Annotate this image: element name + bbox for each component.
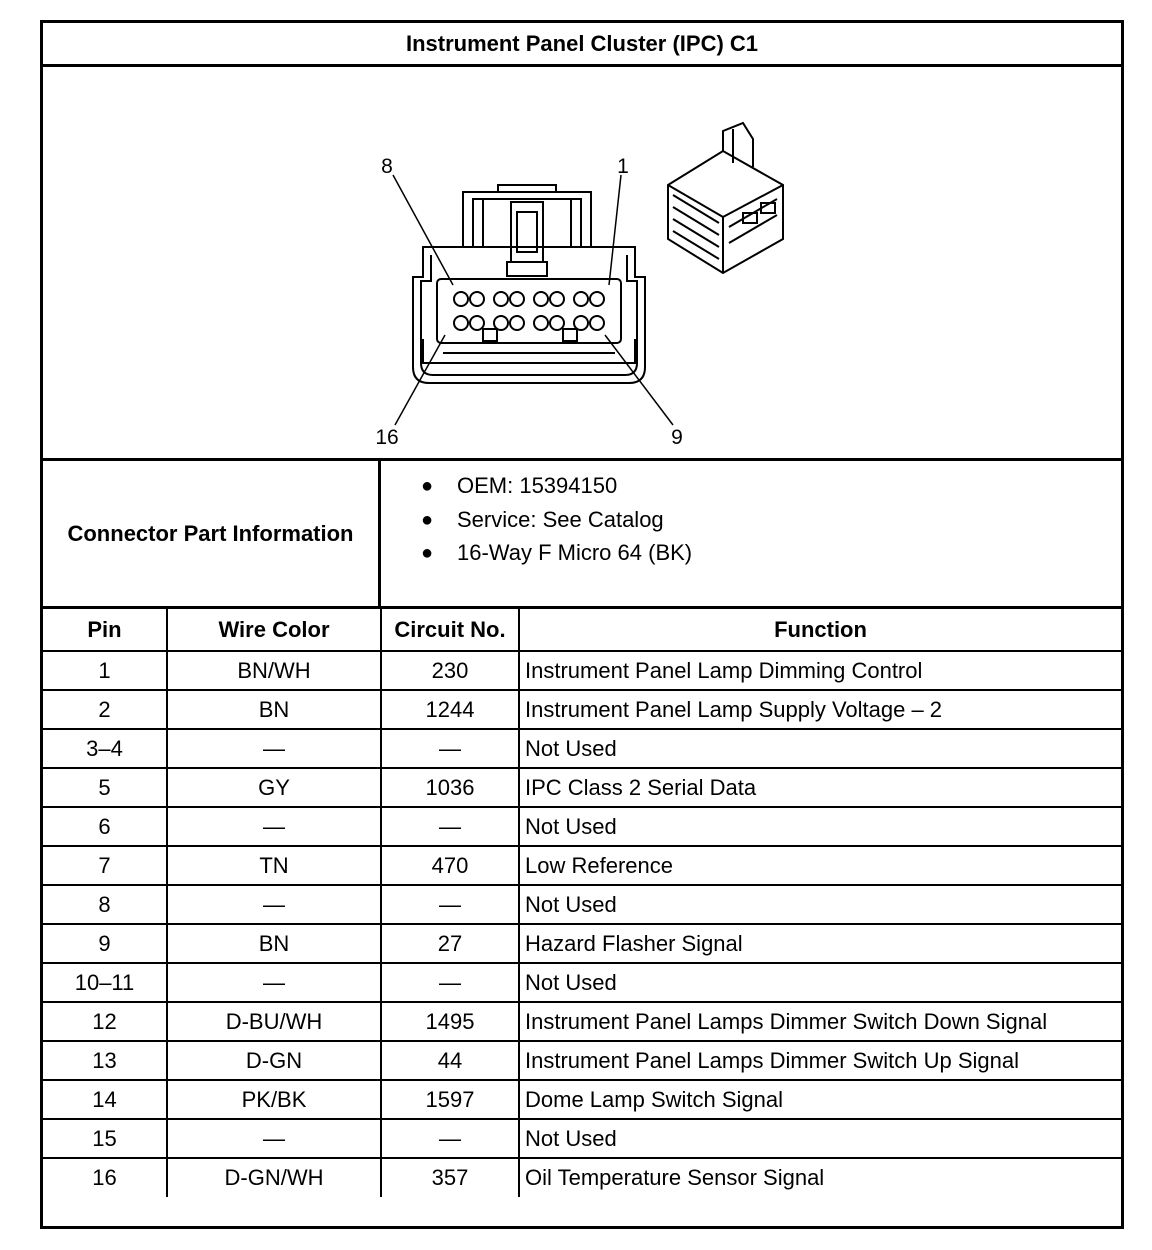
cell-circuit-no: 1597 [381,1080,519,1119]
cell-circuit-no: — [381,729,519,768]
terminal-cavities [454,292,604,330]
header-circuit-no: Circuit No. [381,609,519,651]
cell-pin: 5 [43,768,167,807]
table-row [43,885,1121,924]
cell-function: Dome Lamp Switch Signal [519,1080,1121,1119]
cell-wire-color: D-BU/WH [167,1002,381,1041]
cell-circuit-no: 27 [381,924,519,963]
cell-pin: 7 [43,846,167,885]
info-item-service [421,503,664,537]
cell-wire-color: — [167,807,381,846]
table-row [43,807,1121,846]
connector-diagram [43,67,1121,461]
cell-pin: 16 [43,1158,167,1197]
cell-function: Low Reference [519,846,1121,885]
header-pin: Pin [43,609,167,651]
cell-wire-color: BN/WH [167,651,381,690]
connector-sheet [40,20,1124,1229]
info-item-text: 16-Way F Micro 64 (BK) [457,540,693,565]
cell-function: Instrument Panel Lamps Dimmer Switch Up Signal [519,1041,1121,1080]
connector-info-list [381,461,1121,606]
cell-circuit-no: 470 [381,846,519,885]
cell-wire-color: — [167,885,381,924]
table-row [43,846,1121,885]
table-row [43,651,1121,690]
page-title [43,23,1121,67]
header-wire-color: Wire Color [167,609,381,651]
cell-wire-color: GY [167,768,381,807]
cell-function: Not Used [519,885,1121,924]
pin-label-8: 8 [381,155,393,178]
cell-pin: 8 [43,885,167,924]
cell-function: IPC Class 2 Serial Data [519,768,1121,807]
cell-circuit-no: 357 [381,1158,519,1197]
cell-circuit-no: — [381,885,519,924]
info-item-text: OEM: 15394150 [457,473,618,498]
cell-wire-color: — [167,963,381,1002]
pinout-table [43,609,1121,1197]
table-row [43,963,1121,1002]
cell-pin: 6 [43,807,167,846]
cell-function: Instrument Panel Lamp Supply Voltage – 2 [519,690,1121,729]
cell-function: Instrument Panel Lamps Dimmer Switch Down Signal [519,1002,1121,1041]
cell-circuit-no: — [381,963,519,1002]
table-row [43,1119,1121,1158]
table-row [43,1002,1121,1041]
table-row [43,1041,1121,1080]
cell-wire-color: PK/BK [167,1080,381,1119]
cell-function: Not Used [519,963,1121,1002]
cell-wire-color: D-GN/WH [167,1158,381,1197]
cell-pin: 14 [43,1080,167,1119]
cell-pin: 10–11 [43,963,167,1002]
table-row [43,924,1121,963]
pin-label-16: 16 [375,426,399,449]
cell-circuit-no: — [381,807,519,846]
bullet-icon: ● [421,541,434,564]
cell-pin: 13 [43,1041,167,1080]
page-title-text: Instrument Panel Cluster (IPC) C1 [405,30,759,56]
cell-circuit-no: 230 [381,651,519,690]
cell-wire-color: — [167,729,381,768]
bullet-icon: ● [421,508,434,531]
connector-3d-view [668,123,783,273]
connector-diagram-svg [43,67,1121,458]
info-item-text: Service: See Catalog [457,507,664,532]
table-row [43,1080,1121,1119]
cell-circuit-no: — [381,1119,519,1158]
connector-info-label: Connector Part Information [43,461,381,606]
cell-wire-color: BN [167,690,381,729]
info-item-type [421,536,692,570]
table-row [43,729,1121,768]
cell-wire-color: TN [167,846,381,885]
cell-circuit-no: 1495 [381,1002,519,1041]
pin-label-1: 1 [617,155,629,178]
cell-pin: 15 [43,1119,167,1158]
cell-pin: 12 [43,1002,167,1041]
cell-function: Not Used [519,807,1121,846]
cell-wire-color: — [167,1119,381,1158]
cell-pin: 9 [43,924,167,963]
connector-info [43,461,1121,609]
cell-function: Oil Temperature Sensor Signal [519,1158,1121,1197]
cell-pin: 3–4 [43,729,167,768]
table-row [43,690,1121,729]
cell-function: Hazard Flasher Signal [519,924,1121,963]
cell-function: Instrument Panel Lamp Dimming Control [519,651,1121,690]
bullet-icon: ● [421,474,434,497]
cell-circuit-no: 1036 [381,768,519,807]
cell-circuit-no: 1244 [381,690,519,729]
table-header-row [43,609,1121,651]
header-function: Function [519,609,1121,651]
table-row [43,768,1121,807]
table-row [43,1158,1121,1197]
cell-pin: 2 [43,690,167,729]
cell-circuit-no: 44 [381,1041,519,1080]
pin-label-9: 9 [671,426,683,449]
connector-face-front-view [413,185,645,383]
cell-function: Not Used [519,1119,1121,1158]
info-item-oem [421,469,617,503]
cell-wire-color: D-GN [167,1041,381,1080]
cell-pin: 1 [43,651,167,690]
cell-wire-color: BN [167,924,381,963]
cell-function: Not Used [519,729,1121,768]
